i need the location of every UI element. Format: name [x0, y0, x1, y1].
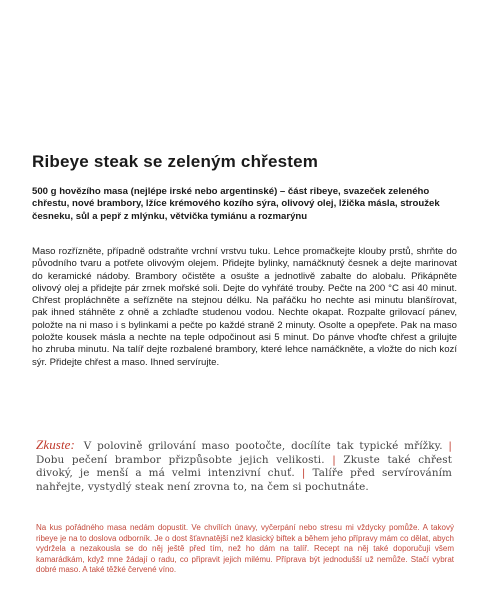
- tip-part-3: Zkuste také chřest divoký, je menší a má velmi intenzivní chuť.: [36, 453, 452, 480]
- method-text: Maso rozřízněte, případně odstraňte vrchní vrstvu tuku. Lehce promačkejte klouby prstů, shrňte do původního tvaru a potřete olivovým olejem. Přidejte bylinky, namáčknutý česnek a dejte marinovat do keramické nádoby. Brambory očistěte a osušte a jednotlivě zabalte do alobalu. Přikápněte olivový olej a přidejte pár zrnek mořské soli. Dejte do vyhřáté trouby. Pečte na 200 °C asi 40 minut. Chřest propláchněte a seřízněte na stejnou délku. Na pařáčku ho nechte asi minutu blanšírovat, pak ihned stáhněte z ohně a zchlaďte studenou vodou. Nechte okapat. Rozpalte grilovací pánev, položte na ni maso i s bylinkami a pečte po každé straně 2 minuty. Osolte a opepřete. Pak na maso položte kousek másla a nechte na teple odpočinout asi 5 minut. Do pánve vhoďte chřest a grilujte ho zhruba minutu. Na talíř dejte rozbalené brambory, které lehce namáčkněte, a vložte do nich kozí sýr. Přidejte chřest a maso. Ihned servírujte.: [32, 246, 457, 368]
- tip-part-1: V polovině grilování maso pootočte, docílíte tak typické mřížky.: [83, 440, 443, 452]
- recipe-title: Ribeye steak se zeleným chřestem: [32, 152, 319, 171]
- tip-separator-2: |: [332, 453, 336, 466]
- tip-part-4: Talíře před servírováním nahřejte, vystydlý steak není zrovna to, na čem si pochutnáte.: [36, 467, 452, 493]
- tip-separator-3: |: [301, 467, 306, 480]
- ingredients-list: 500 g hovězího masa (nejlépe irské nebo argentinské) – část ribeye, svazeček zeleného chřestu, nové brambory, lžíce krémového kozího sýra, olivový olej, lžička másla, stroužek česneku, sůl a pepř z mlýnku, větvička tymiánu a rozmarýnu: [32, 186, 440, 222]
- tip-label: Zkuste:: [36, 437, 75, 452]
- tip-box: [36, 438, 452, 494]
- tip-part-2: Dobu pečení brambor přizpůsobte jejich velikosti.: [36, 453, 325, 466]
- recipe-page: [32, 0, 457, 600]
- tip-separator-1: |: [448, 440, 452, 452]
- author-note: Na kus pořádného masa nedám dopustit. Ve chvílích únavy, vyčerpání nebo stresu mi vždycky pomůže. A takový ribeye je na to doslova odborník. Je o dost šťavnatější než klasický biftek a během jeho přípravy mám co dělat, abych vydržela a nezakousla se do něj ještě před tím, než ho dám na talíř. Recept na něj také doporučuji všem kamarádkám, když mne žádají o radu, co připravit jejich milému. Příprava být jednodušší už nemůže. Stačí vybrat dobré maso. A také těžké červené víno.: [36, 523, 454, 575]
